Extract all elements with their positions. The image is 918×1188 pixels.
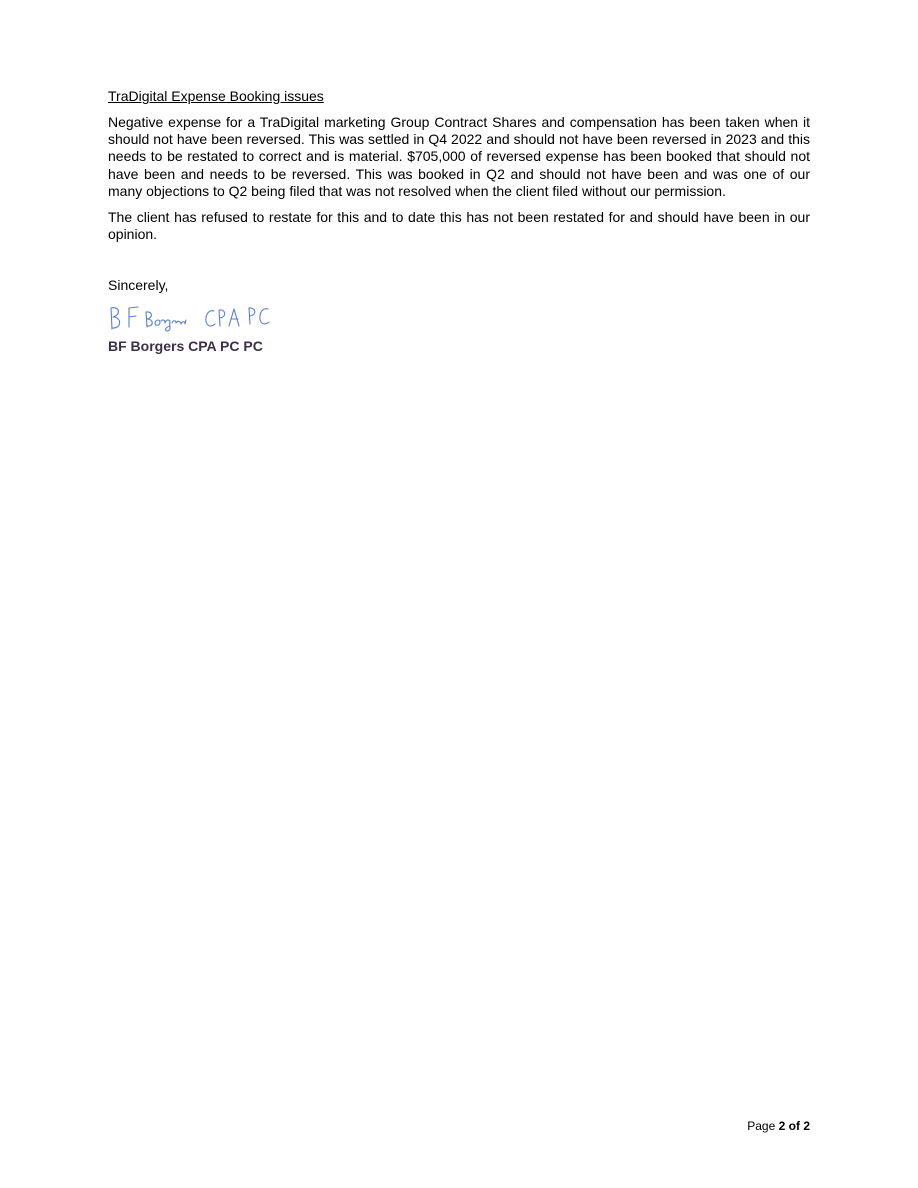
letter-body	[108, 88, 810, 355]
signature-image	[108, 302, 278, 332]
page-number	[747, 1119, 810, 1133]
section-heading: TraDigital Expense Booking issues	[108, 88, 324, 104]
closing-salutation: Sincerely,	[108, 277, 169, 294]
firm-name: BF Borgers CPA PC PC	[108, 338, 263, 355]
paragraph-expense-issue: Negative expense for a TraDigital marketing Group Contract Shares and compensation has been taken when it should not have been reversed. This was settled in Q4 2022 and should not have been reversed in 2023 and this needs to be restated to correct and is material. $705,000 of reversed expense has been booked that should not have been and needs to be reversed. This was booked in Q2 and should not have been and was one of our many objections to Q2 being filed that was not resolved when the client filed without our permission.	[108, 114, 810, 199]
total-pages: 2	[803, 1119, 810, 1133]
page-word: Page	[747, 1119, 776, 1133]
paragraph-client-refusal: The client has refused to restate for this and to date this has not been restated for and should have been in our opinion.	[108, 209, 810, 243]
of-word: of	[788, 1119, 800, 1133]
current-page: 2	[778, 1119, 786, 1133]
handwritten-signature	[108, 302, 278, 332]
